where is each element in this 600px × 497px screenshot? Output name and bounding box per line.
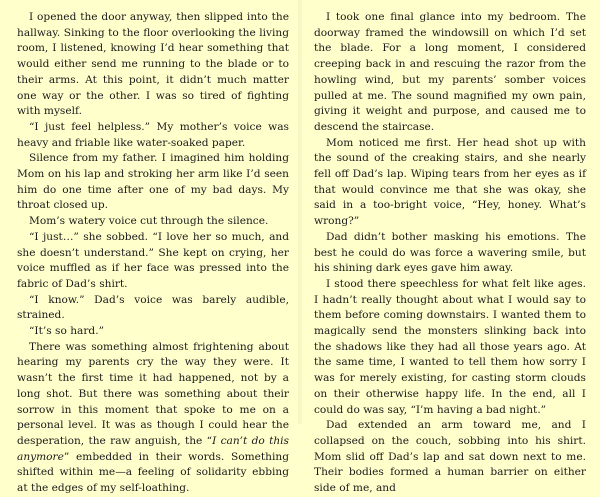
paragraph-text: ” embedded in their words. Something shifted within me—a feeling of solidarity ebbing at the edges of my self-loathing. [17, 450, 289, 495]
paragraph: “It’s so hard.” [29, 325, 104, 338]
italic-phrase: I can’t do this anymore [17, 434, 289, 463]
paragraph: I stood there speechless for what felt like ages. I hadn’t really thought about what I would say to them before coming downstairs. I wanted them to magically send the monsters slinking back into the shadows like they had all those years ago. At the same time, I wanted to tell them how sorry I was for merely existing, for casting storm clouds on their otherwise happy life. In the end, all I could do was say, “I’m having a bad night.” [314, 277, 586, 416]
paragraph: “I just…” she sobbed. “I love her so much, and she doesn’t understand.” She kept on crying, her voice muffled as if her face was pressed into the fabric of Dad’s shirt. [17, 230, 289, 290]
paragraph: “I just feel helpless.” My mother’s voice was heavy and friable like water-soaked paper. [17, 120, 289, 149]
paragraph: Mom’s watery voice cut through the silence. [29, 215, 269, 228]
page-gutter [298, 0, 302, 424]
paragraph: I took one final glance into my bedroom. The doorway framed the windowsill on which I’d set the blade. For a long moment, I considered creeping back in and rescuing the razor from the howling wind, but my parents’ somber voices pulled at me. The sound magnified my own pain, giving it weight and purpose, and caused me to descend the staircase. [314, 11, 586, 133]
paragraph: Dad extended an arm toward me, and I collapsed on the couch, sobbing into his shirt. Mom slid off Dad’s lap and sat down next to me. Their bodies formed a human barrier on either side of me, and [314, 419, 586, 495]
paragraph-text: There was something almost frightening about hearing my parents cry the way they were. It wasn’t the first time it had happened, not by a long shot. But there was something about their sorrow in this moment that spoke to me on a personal level. It was as though I could hear the desperation, the raw anguish, the “ [17, 340, 289, 447]
paragraph: Dad didn’t bother masking his emotions. The best he could do was force a wavering smile, but his shining dark eyes gave him away. [314, 230, 586, 275]
paragraph [17, 340, 289, 497]
paragraph: Mom noticed me first. Her head shot up with the sound of the creaking stairs, and she nearly fell off Dad’s lap. Wiping tears from her eyes as if that would convince me that she was okay, she said in a too-bright voice, “Hey, honey. What’s wrong?” [314, 136, 586, 228]
paragraph: Silence from my father. I imagined him holding Mom on his lap and stroking her arm like I’d seen him do one time after one of my bad days. My throat closed up. [17, 152, 289, 212]
paragraph: I opened the door anyway, then slipped into the hallway. Sinking to the floor overlooking the living room, I listened, knowing I’d hear something that would either send me running to the blade or to their arms. At this point, it didn’t much matter one way or the other. I was so tired of fighting with myself. [17, 11, 289, 118]
paragraph: “I know.” Dad’s voice was barely audible, strained. [17, 293, 289, 322]
